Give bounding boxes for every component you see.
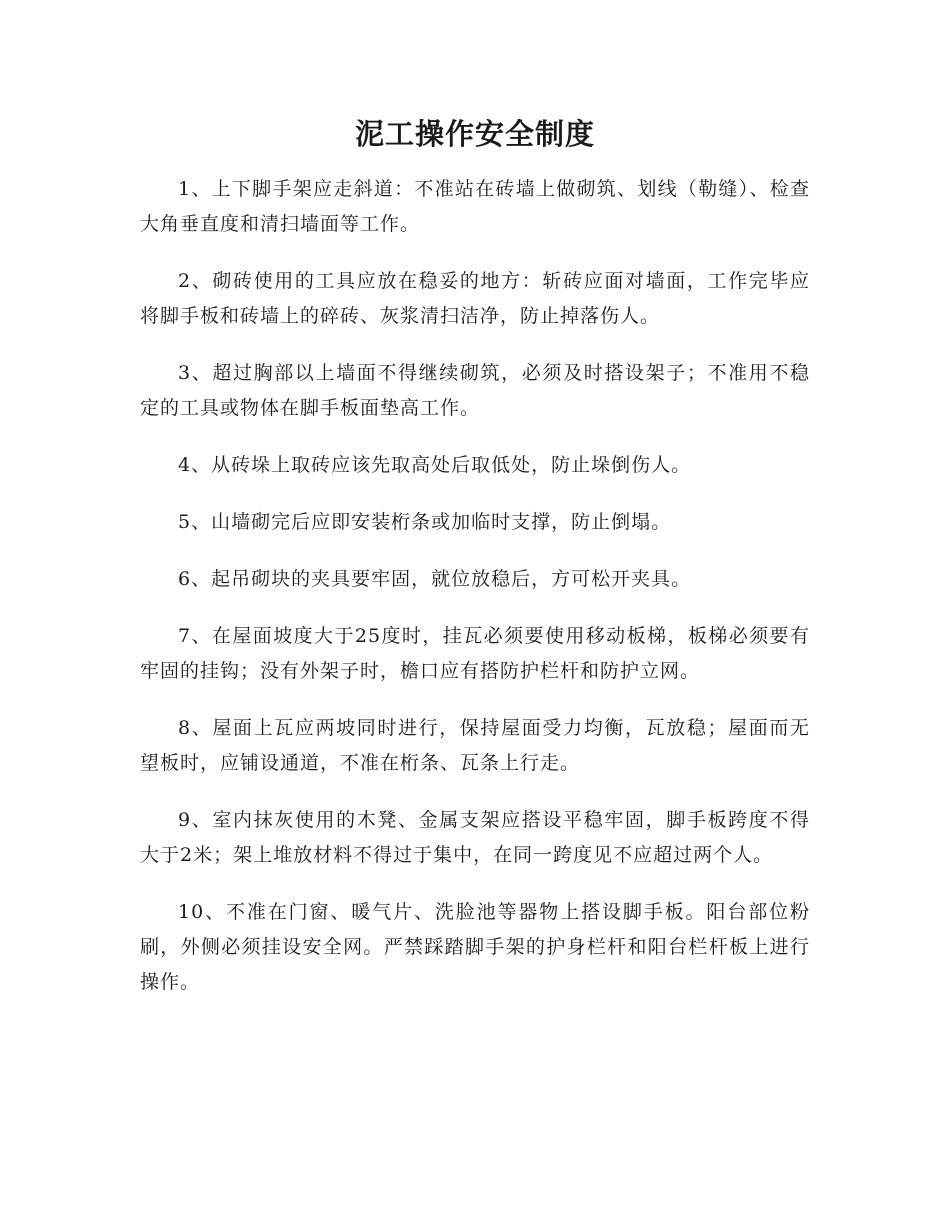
paragraph-2: 2、砌砖使用的工具应放在稳妥的地方：斩砖应面对墙面，工作完毕应将脚手板和砖墙上的碎砖、灰浆清扫洁净，防止掉落伤人。 — [140, 270, 810, 327]
paragraph-4: 4、从砖垛上取砖应该先取高处后取低处，防止垛倒伤人。 — [178, 454, 692, 476]
paragraph-5: 5、山墙砌完后应即安装桁条或加临时支撑，防止倒塌。 — [178, 511, 672, 533]
paragraph-3: 3、超过胸部以上墙面不得继续砌筑，必须及时搭设架子；不准用不稳定的工具或物体在脚手板面垫高工作。 — [140, 362, 810, 419]
paragraph-1: 1、上下脚手架应走斜道：不准站在砖墙上做砌筑、划线（勒缝）、检查大角垂直度和清扫墙面等工作。 — [140, 178, 810, 235]
paragraph-7: 7、在屋面坡度大于25度时，挂瓦必须要使用移动板梯，板梯必须要有牢固的挂钩；没有外架子时，檐口应有搭防护栏杆和防护立网。 — [140, 625, 810, 682]
paragraph-6: 6、起吊砌块的夹具要牢固，就位放稳后，方可松开夹具。 — [178, 568, 692, 590]
document-title: 泥工操作安全制度 — [354, 117, 595, 151]
paragraph-10: 10、不准在门窗、暖气片、洗脸池等器物上搭设脚手板。阳台部位粉刷，外侧必须挂设安全网。严禁踩踏脚手架的护身栏杆和阳台栏杆板上进行操作。 — [140, 901, 810, 993]
paragraph-8: 8、屋面上瓦应两坡同时进行，保持屋面受力均衡，瓦放稳；屋面而无望板时，应铺设通道，不准在桁条、瓦条上行走。 — [140, 717, 810, 774]
paragraph-9: 9、室内抹灰使用的木凳、金属支架应搭设平稳牢固，脚手板跨度不得大于2米；架上堆放材料不得过于集中，在同一跨度见不应超过两个人。 — [140, 809, 810, 866]
